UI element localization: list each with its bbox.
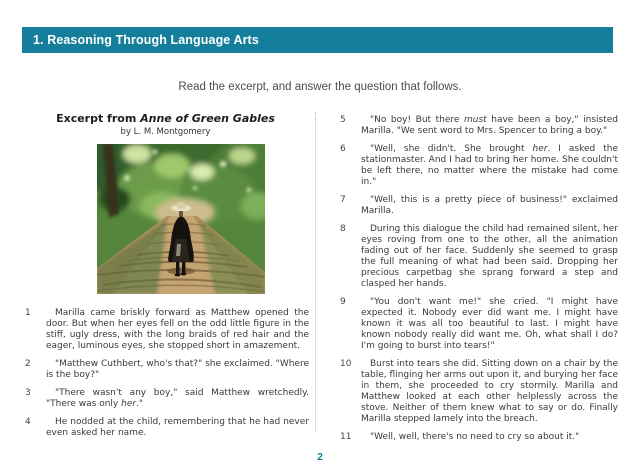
section-title: 1. Reasoning Through Language Arts — [33, 33, 259, 47]
paragraph-text: "Matthew Cuthbert, who's that?" she exclaimed. "Where is the boy?" — [46, 359, 309, 380]
paragraph-number: 5 — [340, 115, 346, 125]
excerpt-title-book-name: Anne of Green Gables — [140, 112, 275, 125]
excerpt-paragraph — [337, 297, 618, 352]
excerpt-byline: by L. M. Montgomery — [120, 127, 211, 137]
excerpt-title-prefix: Excerpt from — [56, 112, 141, 125]
paragraph-text: Burst into tears she did. Sitting down on a chair by the table, flinging her arms out upon it, and burying her face in them, she proceeded to cry stormily. Marilla and Matthew looked at each other helplessly across the stove. Neither of them knew what to say or do. Finally Marilla stepped lamely into the breach. — [361, 359, 618, 424]
excerpt-paragraph — [337, 115, 618, 137]
paragraph-number: 2 — [25, 359, 31, 369]
excerpt-paragraphs-right — [337, 115, 618, 443]
excerpt-paragraph — [337, 144, 618, 188]
excerpt-paragraph — [22, 388, 309, 410]
excerpt-left-column — [22, 112, 309, 446]
excerpt-paragraph — [337, 359, 618, 425]
excerpt-paragraph — [22, 359, 309, 381]
paragraph-number: 4 — [25, 417, 31, 427]
paragraph-number: 11 — [340, 432, 352, 442]
instruction-text: Read the excerpt, and answer the question that follows. — [178, 81, 462, 93]
paragraph-text: "Well, this is a pretty piece of business!" exclaimed Marilla. — [361, 195, 618, 216]
page-number: 2 — [317, 451, 323, 463]
paragraph-text: "Well, she didn't. She brought her. I asked the stationmaster. And I had to bring her home. She couldn't be left there, no matter where the mistake had come in." — [361, 144, 619, 187]
section-header-bar — [22, 27, 613, 53]
paragraph-text: "No boy! But there must have been a boy," insisted Marilla. "We sent word to Mrs. Spencer to bring a boy." — [361, 115, 618, 136]
excerpt-paragraph — [337, 224, 618, 290]
paragraph-text: During this dialogue the child had remained silent, her eyes roving from one to the other, all the animation fading out of her face. Suddenly she seemed to grasp the full meaning of what had been said. Dropping her precious carpetbag she sprang forward a step and clasped her hands. — [361, 224, 618, 289]
paragraph-number: 3 — [25, 388, 31, 398]
column-divider — [315, 112, 316, 432]
paragraph-number: 9 — [340, 297, 346, 307]
paragraph-number: 6 — [340, 144, 346, 154]
paragraph-number: 7 — [340, 195, 346, 205]
paragraph-text: "There wasn't any boy," said Matthew wretchedly. "There was only her." — [46, 388, 309, 409]
excerpt-paragraph — [22, 308, 309, 352]
excerpt-title — [22, 112, 309, 125]
excerpt-photo — [97, 144, 265, 294]
excerpt-paragraph — [22, 417, 309, 439]
paragraph-text: "Well, well, there's no need to cry so about it." — [370, 432, 580, 442]
excerpt-paragraph — [337, 432, 618, 443]
paragraph-number: 1 — [25, 308, 31, 318]
excerpt-paragraph — [337, 195, 618, 217]
paragraph-text: Marilla came briskly forward as Matthew opened the door. But when her eyes fell on the odd little figure in the stiff, ugly dress, with the long braids of red hair and the eager, luminous eyes, she stopped short in amazement. — [46, 308, 309, 351]
excerpt-right-column — [337, 115, 618, 450]
paragraph-number: 8 — [340, 224, 346, 234]
paragraph-text: He nodded at the child, remembering that he had never even asked her name. — [46, 417, 309, 438]
excerpt-paragraphs-left — [22, 308, 309, 439]
paragraph-number: 10 — [340, 359, 352, 369]
paragraph-text: "You don't want me!" she cried. "I might have expected it. Nobody ever did want me. I might have known it was all too beautiful to last. I might have known nobody really did want me. Oh, what shall I do? I'm going to burst into tears!" — [361, 297, 618, 351]
